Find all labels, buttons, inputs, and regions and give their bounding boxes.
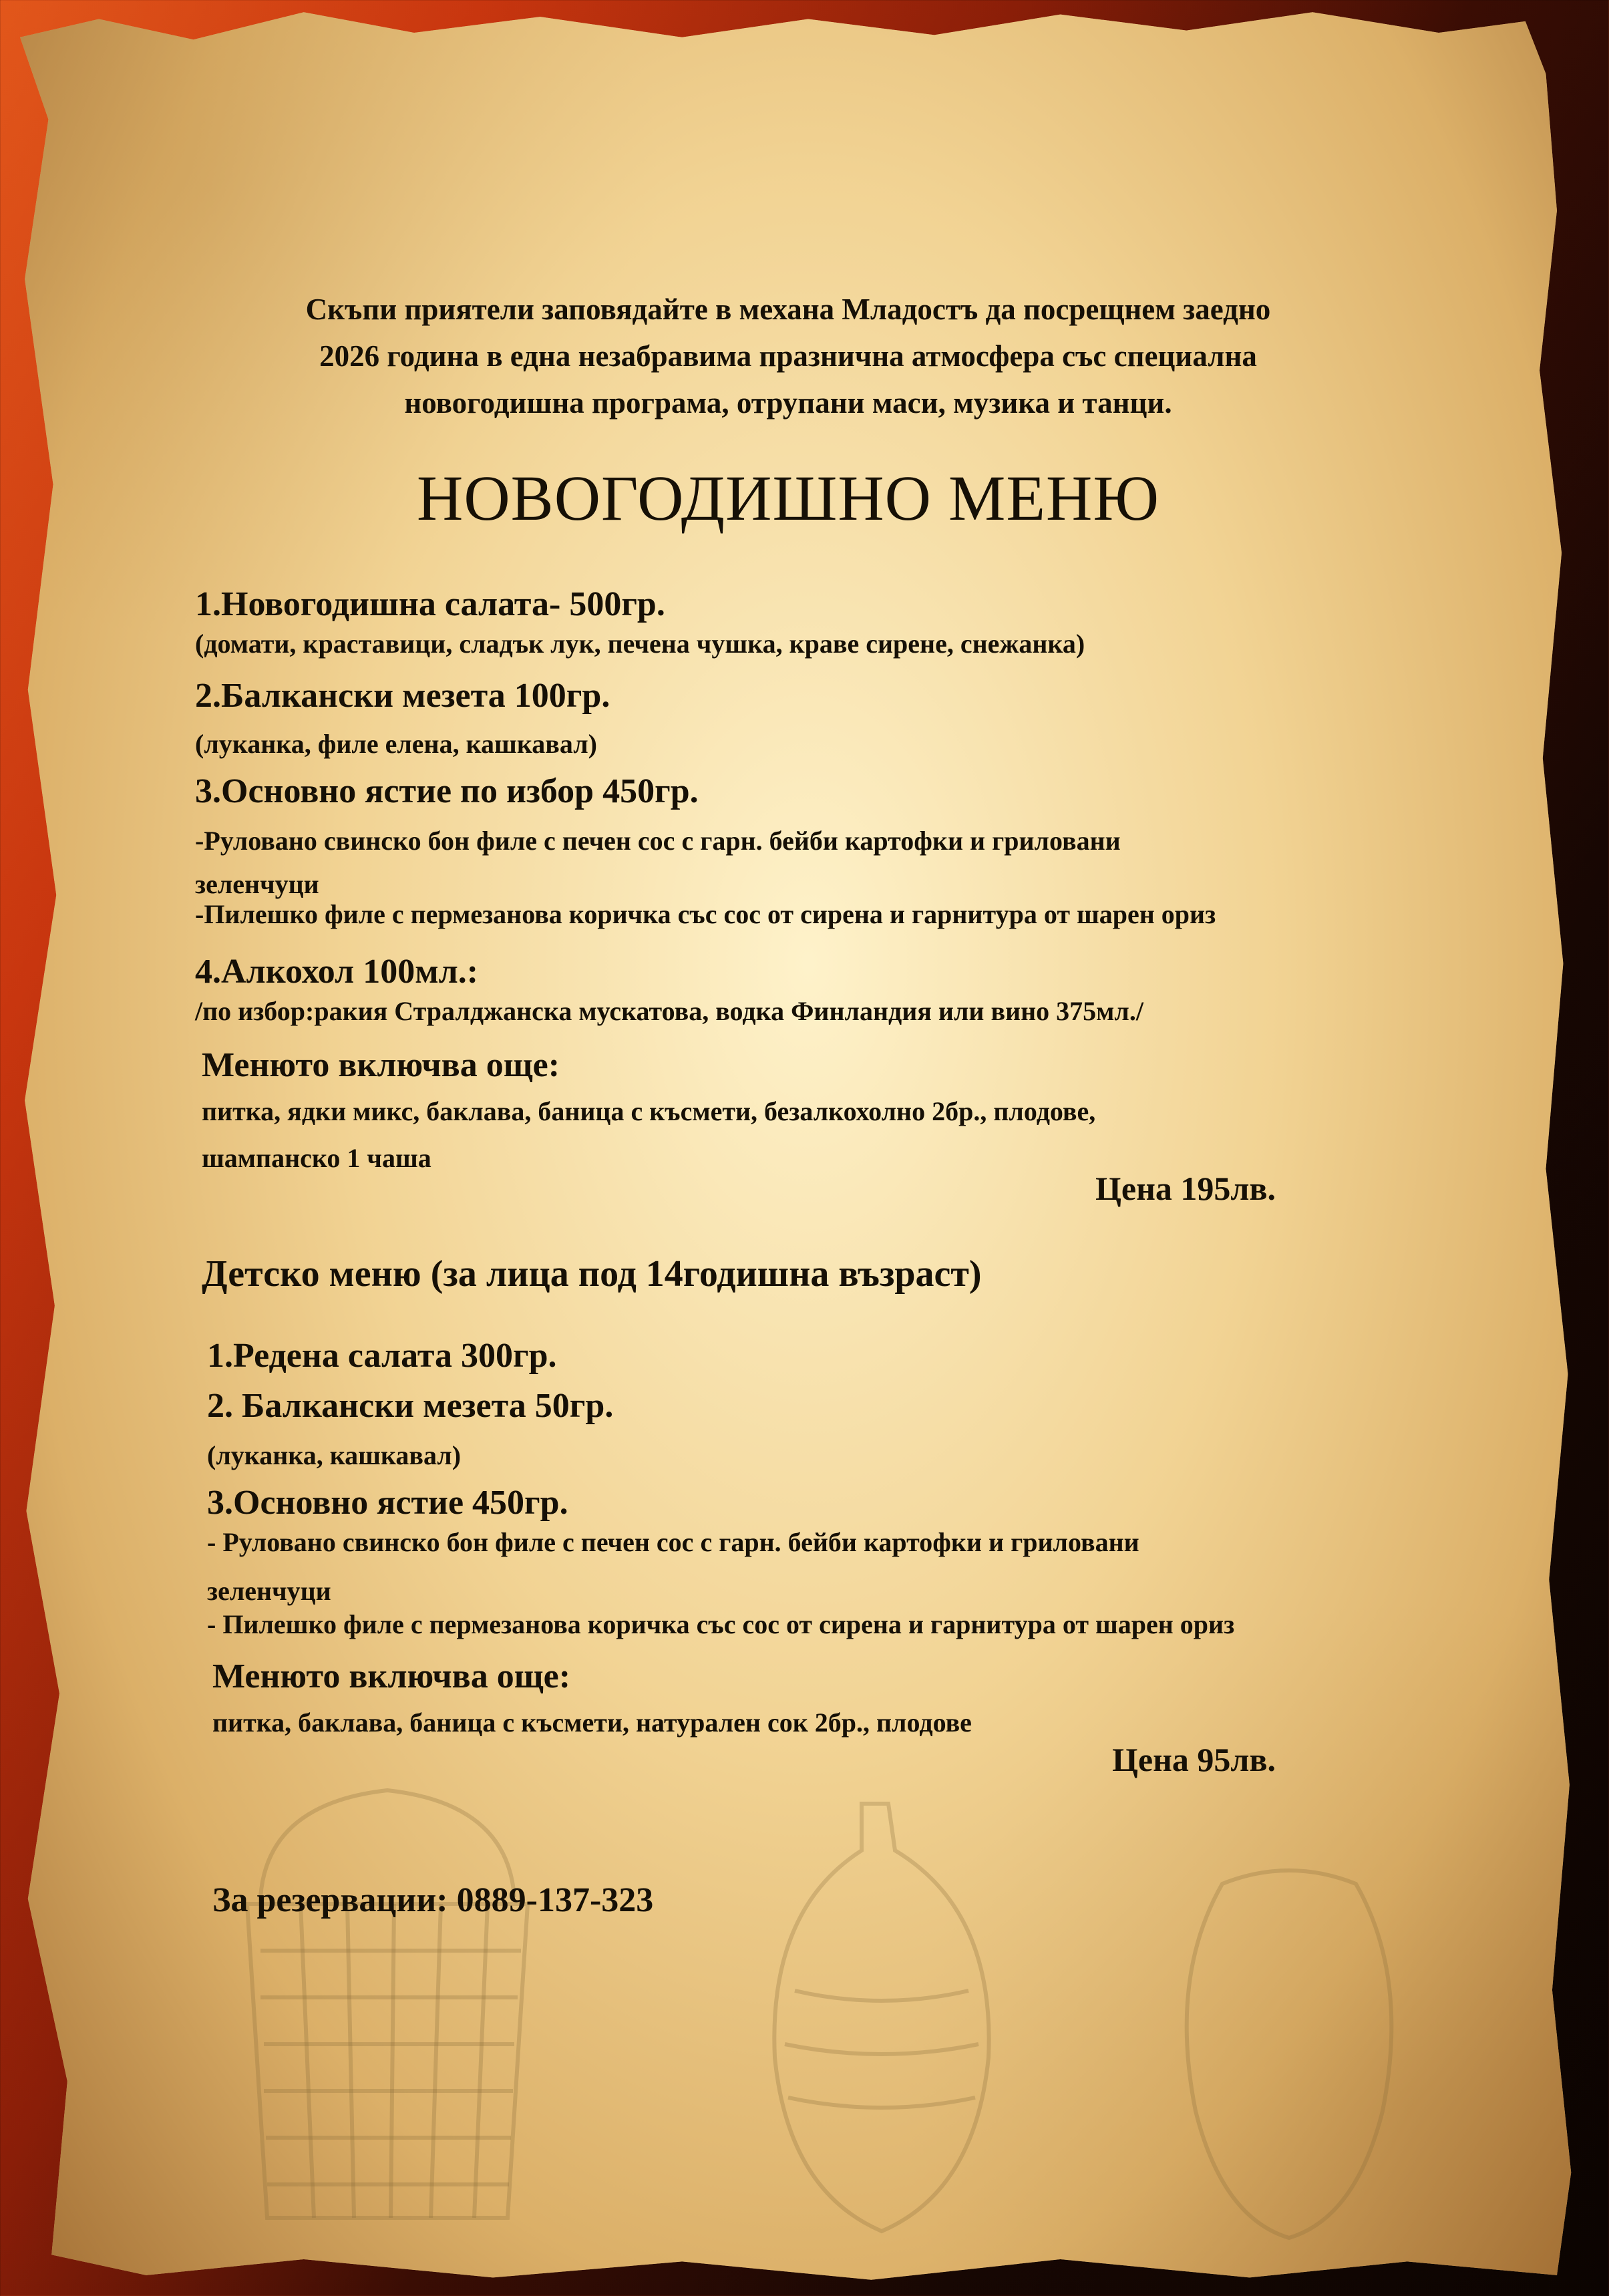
menu-title: НОВОГОДИШНО МЕНЮ (417, 462, 1159, 534)
adult-price: Цена 195лв. (1095, 1170, 1276, 1207)
kids-item-3-option-2: - Пилешко филе с пермезанова коричка със сос от сирена и гарнитура от шарен ориз (207, 1609, 1235, 1639)
kids-item-3: 3.Основно ястие 450гр. (207, 1484, 568, 1522)
adult-item-1-desc: (домати, краставици, сладък лук, печена чушка, краве сирене, снежанка) (195, 629, 1085, 659)
reservation-phone: За резервации: 0889-137-323 (212, 1881, 654, 1919)
intro-line-1: Скъпи приятели заповядайте в механа Младостъ да посрещнем заедно (305, 293, 1271, 326)
kids-item-3-option-1: - Руловано свинско бон филе с печен сос с гарн. бейби картофки и гриловани (207, 1527, 1139, 1557)
adult-item-1: 1.Новогодишна салата- 500гр. (195, 585, 665, 623)
kids-extras-title: Менюто включва още: (212, 1657, 571, 1695)
kids-item-2: 2. Балкански мезета 50гр. (207, 1387, 614, 1425)
adult-extras-title: Менюто включва още: (202, 1046, 560, 1084)
intro-line-3: новогодишна програма, отрупани маси, музика и танци. (404, 386, 1172, 420)
kids-price: Цена 95лв. (1112, 1741, 1276, 1778)
adult-item-3-option-1: -Руловано свинско бон филе с печен сос с гарн. бейби картофки и гриловани (195, 826, 1121, 856)
adult-extras-line-2: шампанско 1 чаша (202, 1143, 431, 1173)
adult-item-2-desc: (луканка, филе елена, кашкавал) (195, 729, 597, 759)
intro-line-2: 2026 година в една незабравима празнична атмосфера със специална (319, 339, 1257, 373)
adult-item-3-option-1-cont: зеленчуци (195, 869, 319, 899)
kids-item-3-option-1-cont: зеленчуци (207, 1576, 331, 1606)
adult-item-3-option-2: -Пилешко филе с пермезанова коричка със сос от сирена и гарнитура от шарен ориз (195, 899, 1216, 929)
adult-extras-line-1: питка, ядки микс, баклава, баница с късмети, безалкохолно 2бр., плодове, (202, 1096, 1096, 1126)
kids-menu-title: Детско меню (за лица под 14годишна възраст) (202, 1253, 982, 1295)
adult-item-2: 2.Балкански мезета 100гр. (195, 677, 610, 715)
kids-item-2-desc: (луканка, кашкавал) (207, 1440, 462, 1470)
adult-item-4-desc: /по избор:ракия Стралджанска мускатова, водка Финландия или вино 375мл./ (195, 996, 1143, 1026)
adult-item-4: 4.Алкохол 100мл.: (195, 953, 479, 991)
kids-extras-line-1: питка, баклава, баница с късмети, натурален сок 2бр., плодове (212, 1707, 972, 1738)
adult-item-3: 3.Основно ястие по избор 450гр. (195, 772, 699, 810)
kids-item-1: 1.Редена салата 300гр. (207, 1337, 557, 1375)
